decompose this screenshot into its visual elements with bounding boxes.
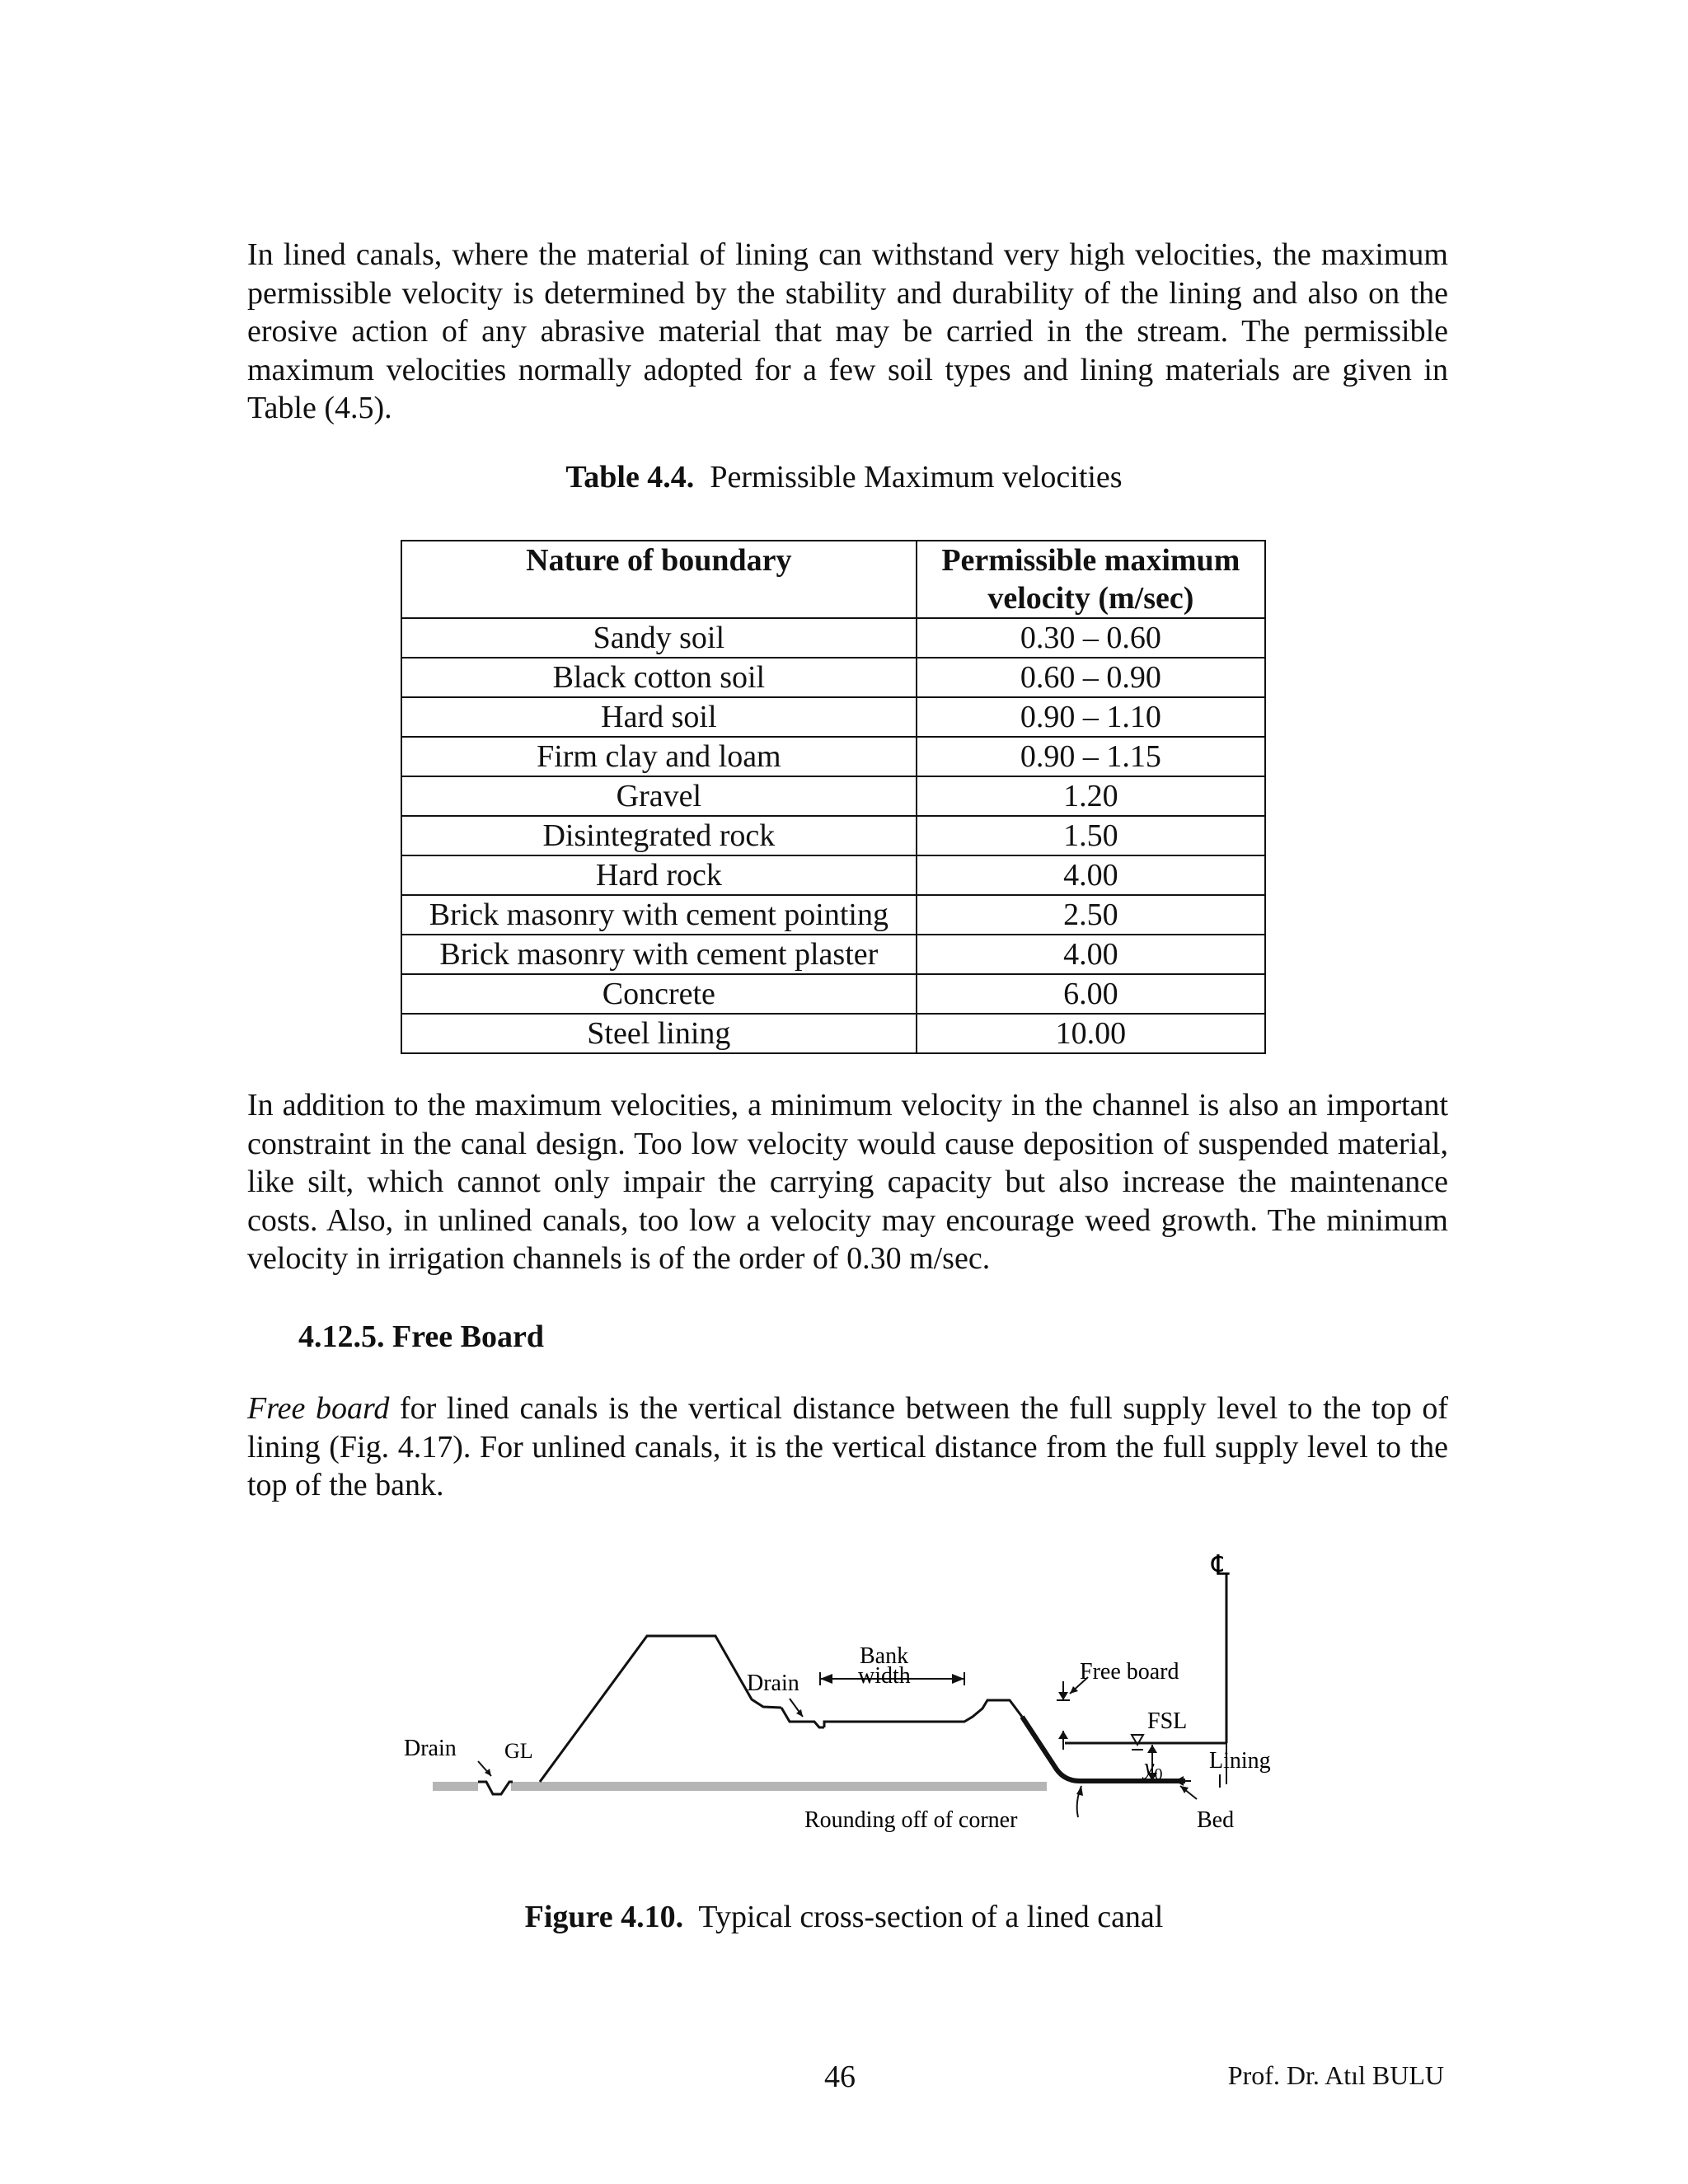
velocity-cell: 10.00 bbox=[917, 1014, 1265, 1053]
header-permissible-velocity: Permissible maximum velocity (m/sec) bbox=[917, 541, 1265, 618]
velocity-cell: 1.50 bbox=[917, 816, 1265, 855]
section-heading: 4.12.5. Free Board bbox=[298, 1319, 544, 1354]
ground-band bbox=[511, 1782, 1047, 1791]
velocity-cell: 4.00 bbox=[917, 855, 1265, 895]
page-number: 46 bbox=[824, 2060, 856, 2094]
table-header-row bbox=[401, 541, 1265, 618]
free-board-label: Free board bbox=[1080, 1659, 1179, 1685]
min-velocity-paragraph: In addition to the maximum velocities, a minimum velocity in the channel is also an important constraint in the canal design. Too low velocity would cause deposition of suspended material, like silt, which cannot only impair the carrying capacity but also increase the maintenance costs. Also, in unlined canals, too low a velocity may encourage weed growth. The minimum velocity in irrigation channels is of the order of 0.30 m/sec. bbox=[247, 1088, 1448, 1276]
velocity-cell: 0.90 – 1.10 bbox=[917, 697, 1265, 737]
y0-arrow-up bbox=[1147, 1745, 1157, 1753]
fsl-label: FSL bbox=[1147, 1708, 1188, 1734]
velocity-cell: 0.60 – 0.90 bbox=[917, 658, 1265, 697]
gl-label: GL bbox=[504, 1739, 533, 1763]
ground-band-left bbox=[433, 1782, 478, 1791]
author-credit: Prof. Dr. Atıl BULU bbox=[1227, 2060, 1444, 2090]
velocity-cell: 0.90 – 1.15 bbox=[917, 737, 1265, 776]
velocity-table bbox=[401, 540, 1266, 1054]
bank-label: Bank bbox=[860, 1643, 909, 1669]
figure-caption-text: Typical cross-section of a lined canal bbox=[698, 1900, 1164, 1934]
velocity-cell: 2.50 bbox=[917, 895, 1265, 935]
table-row bbox=[401, 855, 1265, 895]
middle-drain bbox=[781, 1708, 824, 1727]
table-row bbox=[401, 895, 1265, 935]
y0-label bbox=[1142, 1755, 1162, 1783]
boundary-cell: Brick masonry with cement plaster bbox=[401, 935, 917, 974]
boundary-cell: Hard rock bbox=[401, 855, 917, 895]
rounding-label: Rounding off of corner bbox=[804, 1807, 1018, 1833]
canal-cross-section-figure bbox=[387, 1537, 1302, 1867]
boundary-cell: Disintegrated rock bbox=[401, 816, 917, 855]
table-row bbox=[401, 697, 1265, 737]
boundary-cell: Steel lining bbox=[401, 1014, 917, 1053]
free-board-text: for lined canals is the vertical distance between the full supply level to the top of lining (Fig. 4.17). For unlined canals, it is the vertical distance from the full supply level to the top of the bank. bbox=[247, 1391, 1448, 1502]
figure-caption bbox=[0, 1898, 1688, 1936]
intro-paragraph: In lined canals, where the material of lining can withstand very high velocities, the maximum permissible velocity is determined by the stability and durability of the lining and also on the erosive action of any abrasive material that may be carried in the stream. The permissible maximum velocities normally adopted for a few soil types and lining materials are given in Table (4.5). bbox=[247, 237, 1448, 425]
figure-caption-label: Figure 4.10. bbox=[524, 1900, 684, 1934]
y0-symbol: y bbox=[1144, 1755, 1155, 1780]
drain-left-label: Drain bbox=[404, 1736, 457, 1761]
table-row bbox=[401, 935, 1265, 974]
free-board-paragraph bbox=[247, 1390, 1448, 1505]
table-row bbox=[401, 658, 1265, 697]
boundary-cell: Sandy soil bbox=[401, 618, 917, 658]
rounding-arrowhead bbox=[1076, 1786, 1083, 1796]
drain-mid-label: Drain bbox=[747, 1671, 799, 1696]
velocity-cell: 4.00 bbox=[917, 935, 1265, 974]
table-row bbox=[401, 816, 1265, 855]
header-nature-of-boundary: Nature of boundary bbox=[401, 541, 917, 618]
boundary-cell: Hard soil bbox=[401, 697, 917, 737]
left-embankment bbox=[540, 1636, 781, 1782]
velocity-cell: 0.30 – 0.60 bbox=[917, 618, 1265, 658]
boundary-cell: Concrete bbox=[401, 974, 917, 1014]
boundary-cell: Black cotton soil bbox=[401, 658, 917, 697]
free-board-dim-arrow-up bbox=[1058, 1731, 1068, 1739]
lining-label: Lining bbox=[1209, 1748, 1271, 1774]
bed-label: Bed bbox=[1197, 1807, 1235, 1833]
boundary-cell: Firm clay and loam bbox=[401, 737, 917, 776]
left-drain bbox=[478, 1782, 513, 1794]
boundary-cell: Brick masonry with cement pointing bbox=[401, 895, 917, 935]
table-row bbox=[401, 776, 1265, 816]
velocity-cell: 1.20 bbox=[917, 776, 1265, 816]
free-board-term: Free board bbox=[247, 1391, 390, 1426]
canal-bank bbox=[824, 1700, 1022, 1727]
width-label: width bbox=[858, 1663, 911, 1689]
velocity-cell: 6.00 bbox=[917, 974, 1265, 1014]
table-caption-label: Table 4.4. bbox=[565, 460, 695, 494]
table-caption bbox=[0, 458, 1688, 496]
table-row bbox=[401, 737, 1265, 776]
centerline-symbol: ℄ bbox=[1212, 1551, 1230, 1582]
y0-subscript: 0 bbox=[1154, 1765, 1163, 1783]
free-board-dim-arrow-down bbox=[1058, 1692, 1068, 1700]
bank-width-arrowhead-right bbox=[952, 1674, 964, 1684]
bank-width-arrowhead-left bbox=[820, 1674, 832, 1684]
lining-bed-arrowhead bbox=[1175, 1776, 1184, 1786]
boundary-cell: Gravel bbox=[401, 776, 917, 816]
table-caption-text: Permissible Maximum velocities bbox=[710, 460, 1123, 494]
table-row bbox=[401, 1014, 1265, 1053]
table-row bbox=[401, 974, 1265, 1014]
table-row bbox=[401, 618, 1265, 658]
